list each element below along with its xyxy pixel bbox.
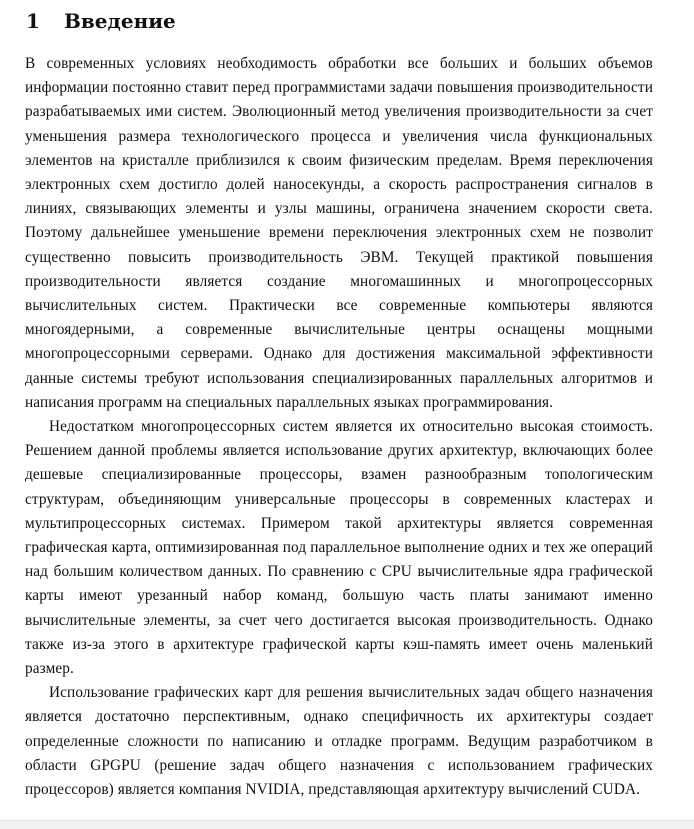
section-title: Введение [64,9,176,33]
section-body [25,52,653,802]
paragraph-3: Использование графических карт для решения вычислительных задач общего назначения является достаточно перспективным, однако специфичность их архитектуры создает определенные сложности по написанию и отладке программ. Ведущим разработчиком в области GPGPU (решение задач общего назначения с использованием графических процессоров) является компания NVIDIA, представляющая архитектуру вычислений CUDA. [25,684,653,799]
section-heading [26,9,176,39]
paragraph-1: В современных условиях необходимость обработки все больших и больших объемов информации постоянно ставит перед программистами задачи повышения производительности разрабатываемых ими систем. Эволюционный метод увеличения производительности за счет уменьшения размера технологического процесса и увеличения числа функциональных элементов на кристалле приблизился к своим физическим пределам. Время переключения электронных схем достигло долей наносекунды, а скорость распространения сигналов в линиях, связывающих элементы и узлы машины, ограничена значением скорости света. Поэтому дальнейшее уменьшение времени переключения электронных схем не позволит существенно повысить производительность ЭВМ. Текущей практикой повышения производительности является создание многомашинных и многопроцессорных вычислительных систем. Практически все современные компьютеры являются многоядерными, а современные вычислительные центры оснащены мощными многопроцессорными серверами. Однако для достижения максимальной эффективности данные системы требуют использования специализированных параллельных алгоритмов и написания программ на специальных параллельных языках программирования. [25,55,653,411]
paragraph-2: Недостатком многопроцессорных систем является их относительно высокая стоимость. Решением данной проблемы является использование других архитектур, включающих более дешевые специализированные процессоры, взамен разнообразным топологическим структурам, объединяющим универсальные процессоры в современных кластерах и мультипроцессорных системах. Примером такой архитектуры является современная графическая карта, оптимизированная под параллельное выполнение одних и тех же операций над большим количеством данных. По сравнению с CPU вычислительные ядра графической карты имеют урезанный набор команд, большую часть платы занимают именно вычислительные элементы, за счет чего достигается высокая производительность. Однако также из-за этого в архитектуре графической карты кэш-память имеет очень маленький размер. [25,418,653,678]
section-number: 1 [26,9,40,33]
viewer-bottom-edge [0,820,694,829]
